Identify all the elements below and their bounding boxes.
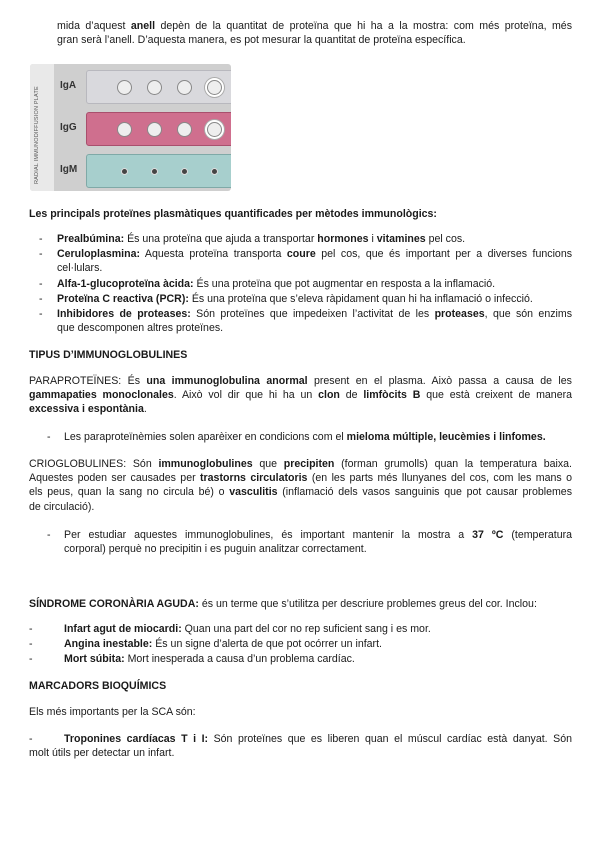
well	[117, 122, 132, 137]
list-item-text: Infart agut de miocardi: Quan una part del cor no rep suficient sang i es mor.	[64, 623, 431, 635]
list-item-text: Troponines cardíacas T i I: Són proteïnes que es liberen quan el múscul cardíac està danyat. Són	[64, 733, 572, 745]
list-item-text: Alfa-1-glucoproteïna àcida: És una proteïna que pot augmentar en resposta a la inflamació.	[57, 278, 496, 290]
list-item	[39, 292, 572, 306]
bullet: -	[47, 431, 51, 443]
well	[181, 168, 188, 175]
list-item-text: Ceruloplasmina: Aquesta proteïna transporta coure pel cos, que és important per a diverses funcions	[57, 248, 573, 260]
well	[151, 168, 158, 175]
well	[121, 168, 128, 175]
well	[177, 122, 192, 137]
bullet: -	[39, 248, 43, 260]
intro-line-1: mida d’aquest anell depèn de la quantitat de proteïna que hi ha a la mostra: com més proteïna, més	[57, 20, 572, 32]
crio-line-3: els peus, quan la sang no circula bé) o vasculitis (inflamació dels vasos sanguinis que pot causar problemes	[29, 486, 572, 499]
list-item-text: Angina inestable: És un signe d’alerta de que pot ocórrer un infart.	[64, 638, 382, 650]
lane-strip-igm	[86, 154, 231, 188]
well	[207, 80, 222, 95]
well	[207, 122, 222, 137]
bullet: -	[39, 233, 43, 245]
crioglobulines-paragraph	[29, 457, 572, 514]
plate-lane-igm	[54, 152, 224, 188]
paraproteines-paragraph	[29, 374, 572, 417]
proteins-heading: Les principals proteïnes plasmàtiques quantificades per mètodes immunològics:	[29, 208, 437, 220]
bullet: -	[29, 733, 33, 745]
lane-label-igg: IgG	[60, 122, 77, 133]
list-item-text-cont: cel·lulars.	[57, 262, 103, 275]
list-item	[47, 430, 572, 444]
bullet: -	[29, 623, 33, 635]
list-item	[39, 232, 572, 246]
crio-line-1: CRIOGLOBULINES: Són immunoglobulines que precipiten (forman grumolls) quan la temperatura baixa.	[29, 458, 573, 470]
markers-intro: Els més importants per la SCA són:	[29, 706, 196, 718]
crio-line-4: de circulació).	[29, 500, 95, 513]
bullet: -	[39, 278, 43, 290]
list-item-text-cont: molt útils per detectar un infart.	[29, 747, 175, 760]
crio-line-2: Aquestes poden ser causades per trastorns circulatoris (en les parts més llunyanes del cos, com les mans o	[29, 472, 572, 485]
list-item	[39, 277, 572, 291]
list-item-text-cont: corporal) perquè no precipitin i es puguin analitzar correctament.	[64, 543, 367, 556]
immuno-heading: TIPUS D’IMMUNOGLOBULINES	[29, 349, 188, 361]
plate-lane-igg	[54, 110, 224, 146]
bullet: -	[29, 653, 33, 665]
list-item	[29, 637, 572, 651]
bullet: -	[47, 529, 51, 541]
list-item-text: Les paraproteïnèmies solen aparèixer en condicions com el mieloma múltiple, leucèmies i linfomes.	[64, 431, 546, 443]
bullet: -	[39, 293, 43, 305]
para-line-1: PARAPROTEÏNES: És una immunoglobulina anormal present en el plasma. Això passa a causa de les	[29, 375, 572, 387]
list-item	[39, 247, 572, 275]
plate-lane-iga	[54, 68, 224, 104]
list-item	[29, 732, 572, 760]
list-item-text: Prealbúmina: És una proteïna que ajuda a transportar hormones i vitamines pel cos.	[57, 233, 466, 245]
plate-side-label: RADIAL IMMUNODIFFUSION PLATE	[34, 86, 40, 184]
bullet: -	[29, 638, 33, 650]
para-line-2: gammapaties monoclonales. Això vol dir que hi ha un clon de limfòcits B que està creixent de manera	[29, 389, 573, 402]
list-item-text-cont: que descomponen altres proteïnes.	[57, 322, 224, 335]
intro-paragraph	[57, 19, 572, 47]
well	[147, 122, 162, 137]
list-item	[29, 652, 572, 666]
list-item	[47, 528, 572, 556]
lane-strip-igg	[86, 112, 231, 146]
plate-side-strip	[30, 64, 54, 191]
lane-label-igm: IgM	[60, 164, 78, 175]
markers-heading: MARCADORS BIOQUÍMICS	[29, 680, 167, 692]
list-item-text: Mort súbita: Mort inesperada a causa d’un problema cardíac.	[64, 653, 355, 665]
well	[117, 80, 132, 95]
list-item-text: Per estudiar aquestes immunoglobulines, és important mantenir la mostra a 37 ºC (temperatura	[64, 529, 573, 541]
lane-strip-iga	[86, 70, 231, 104]
well	[211, 168, 218, 175]
list-item	[29, 622, 572, 636]
list-item-text: Proteïna C reactiva (PCR): És una proteïna que s’eleva ràpidament quan hi ha inflamació o infecció.	[57, 293, 533, 305]
para-line-3: excessiva i espontània.	[29, 403, 147, 416]
sca-intro: SÍNDROME CORONÀRIA AGUDA: és un terme que s’utilitza per descriure problemes greus del cor. Inclou:	[29, 598, 537, 610]
intro-line-2: gran serà l’anell. D’aquesta manera, es pot mesurar la quantitat de proteïna específica.	[57, 34, 466, 47]
well	[177, 80, 192, 95]
lane-label-iga: IgA	[60, 80, 77, 91]
well	[147, 80, 162, 95]
bullet: -	[39, 308, 43, 320]
list-item	[39, 307, 572, 335]
list-item-text: Inhibidores de proteases: Són proteïnes que impedeixen l’activitat de les proteases, que són enzims	[57, 308, 572, 320]
immunodiffusion-plate-image	[30, 64, 231, 191]
